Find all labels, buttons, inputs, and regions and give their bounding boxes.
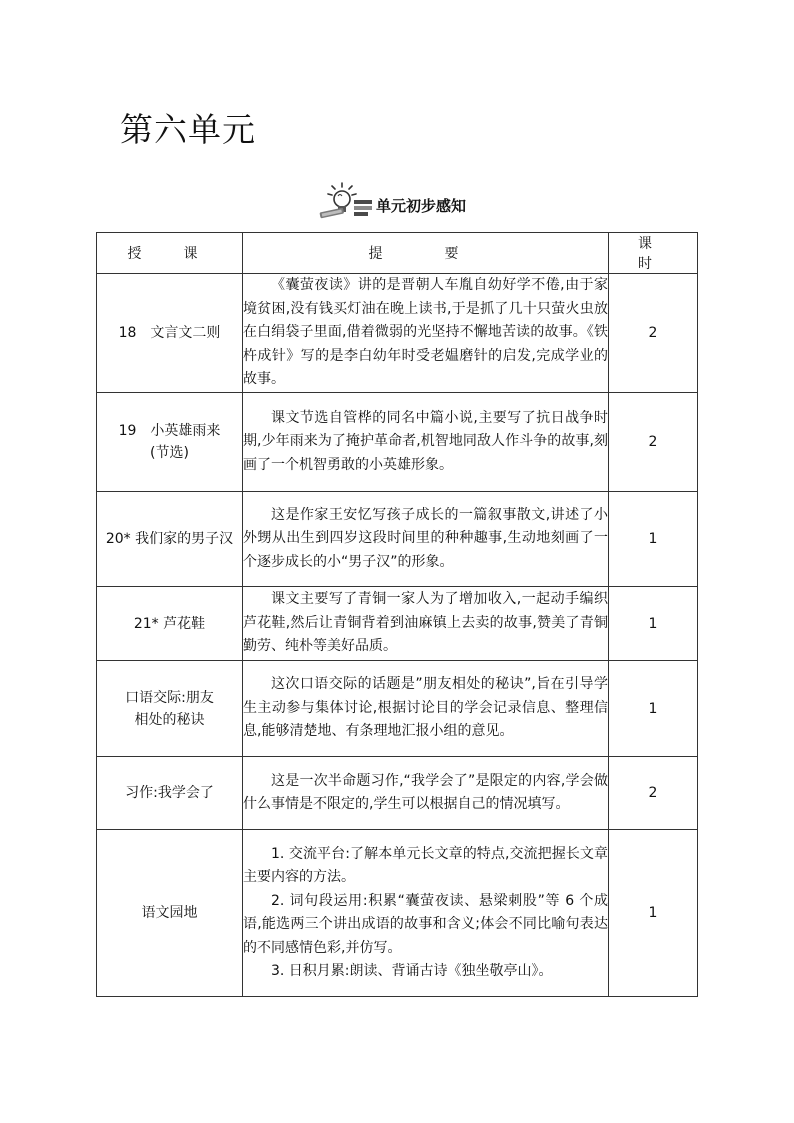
course-cell: 习作:我学会了 — [97, 757, 243, 830]
unit-overview-table — [96, 232, 698, 997]
header-summary: 提 要 — [243, 233, 609, 274]
table-row — [97, 393, 698, 492]
summary-cell: 课文主要写了青铜一家人为了增加收入,一起动手编织芦花鞋,然后让青铜背着到油麻镇上去卖的故事,赞美了青铜勤劳、纯朴等美好品质。 — [243, 587, 609, 661]
hours-cell: 1 — [609, 661, 698, 757]
hours-cell: 1 — [609, 587, 698, 661]
summary-cell: 《囊萤夜读》讲的是晋朝人车胤自幼好学不倦,由于家境贫困,没有钱买灯油在晚上读书,于是抓了几十只萤火虫放在白绢袋子里面,借着微弱的光坚持不懈地苦读的故事。《铁杵成针》写的是李白幼年时受老媪磨针的启发,完成学业的故事。 — [243, 274, 609, 393]
hours-cell: 1 — [609, 830, 698, 997]
hours-cell: 2 — [609, 393, 698, 492]
course-cell: 20* 我们家的男子汉 — [97, 492, 243, 587]
course-cell: 口语交际:朋友 相处的秘诀 — [97, 661, 243, 757]
table-header-row — [97, 233, 698, 274]
summary-cell: 这次口语交际的话题是”朋友相处的秘诀”,旨在引导学生主动参与集体讨论,根据讨论目的学会记录信息、整理信息,能够清楚地、有条理地汇报小组的意见。 — [243, 661, 609, 757]
section-heading-text: 单元初步感知 — [376, 197, 467, 215]
table-row — [97, 661, 698, 757]
header-course: 授 课 — [97, 233, 243, 274]
course-cell: 19 小英雄雨来 (节选) — [97, 393, 243, 492]
hours-cell: 2 — [609, 757, 698, 830]
summary-cell: 课文节选自管桦的同名中篇小说,主要写了抗日战争时期,少年雨来为了掩护革命者,机智地同敌人作斗争的故事,刻画了一个机智勇敢的小英雄形象。 — [243, 393, 609, 492]
header-hours: 课 时 — [609, 233, 698, 274]
course-cell: 18 文言文二则 — [97, 274, 243, 393]
table-row — [97, 830, 698, 997]
summary-cell: 这是一次半命题习作,“我学会了”是限定的内容,学会做什么事情是不限定的,学生可以根据自己的情况填写。 — [243, 757, 609, 830]
course-cell: 语文园地 — [97, 830, 243, 997]
hours-cell: 2 — [609, 274, 698, 393]
table-row — [97, 492, 698, 587]
unit-title: 第六单元 — [120, 110, 256, 149]
summary-cell: 1. 交流平台:了解本单元长文章的特点,交流把握长文章主要内容的方法。 2. 词句段运用:积累“囊萤夜读、悬梁刺股”等 6 个成语,能选两三个讲出成语的故事和含义;体会不同比喻句表达的不同感情色彩,并仿写。 3. 日积月累:朗读、背诵古诗《独坐敬亭山》。 — [243, 830, 609, 997]
hours-cell: 1 — [609, 492, 698, 587]
course-cell: 21* 芦花鞋 — [97, 587, 243, 661]
table-row — [97, 274, 698, 393]
section-heading — [318, 180, 466, 220]
table-row — [97, 587, 698, 661]
summary-cell: 这是作家王安忆写孩子成长的一篇叙事散文,讲述了小外甥从出生到四岁这段时间里的种种趣事,生动地刻画了一个逐步成长的小“男子汉”的形象。 — [243, 492, 609, 587]
lightbulb-book-icon — [318, 180, 374, 220]
table-row — [97, 757, 698, 830]
